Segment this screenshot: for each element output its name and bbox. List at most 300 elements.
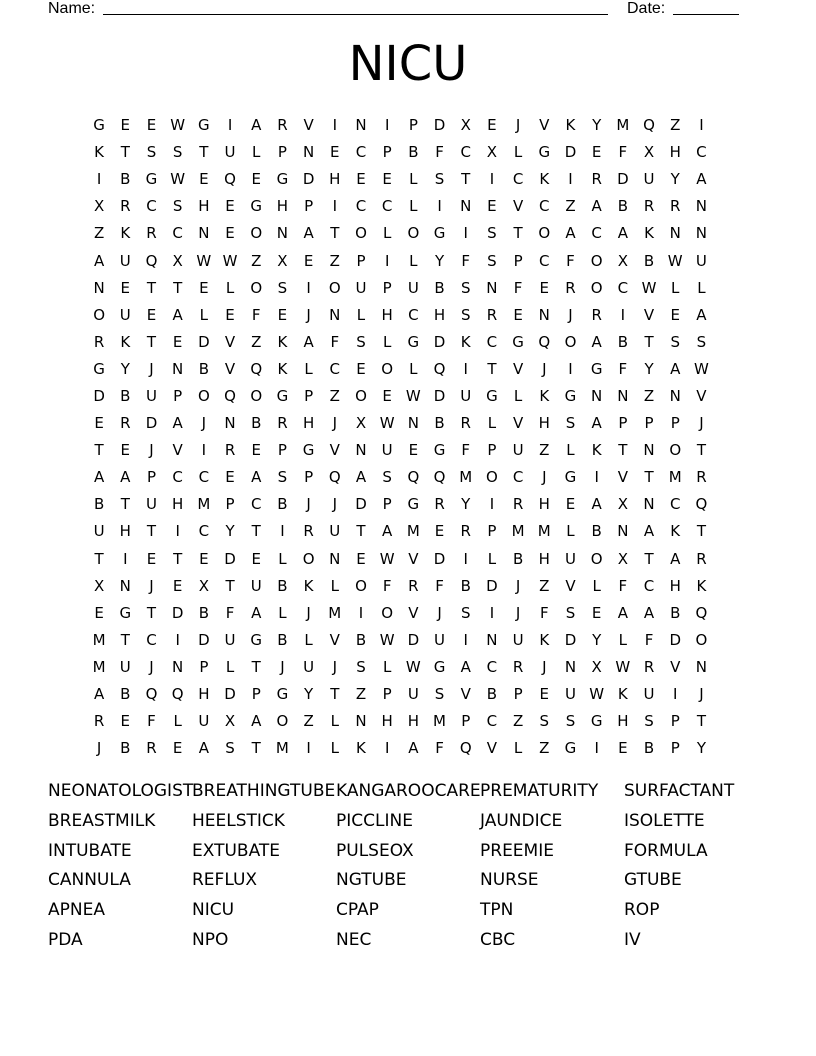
grid-letter: O bbox=[250, 278, 263, 297]
word-bank-item: JAUNDICE bbox=[480, 810, 563, 831]
grid-letter: C bbox=[539, 251, 550, 270]
grid-letter: J bbox=[306, 305, 311, 324]
grid-letter: K bbox=[94, 143, 105, 162]
grid-letter: G bbox=[198, 116, 210, 135]
grid-letter: D bbox=[486, 576, 498, 595]
grid-letter: F bbox=[618, 576, 628, 595]
word-bank-item: TPN bbox=[480, 900, 514, 921]
grid-letter: I bbox=[332, 197, 337, 216]
grid-letter: P bbox=[277, 441, 287, 460]
grid-letter: N bbox=[695, 224, 708, 243]
grid-letter: E bbox=[199, 170, 209, 189]
grid-letter: Q bbox=[145, 685, 158, 704]
grid-letter: R bbox=[120, 197, 131, 216]
grid-letter: J bbox=[306, 495, 311, 514]
grid-letter: U bbox=[224, 630, 236, 649]
grid-letter: S bbox=[356, 657, 366, 676]
grid-letter: M bbox=[459, 468, 473, 487]
grid-letter: G bbox=[93, 359, 105, 378]
grid-letter: Y bbox=[434, 251, 445, 270]
grid-letter: C bbox=[617, 278, 629, 297]
grid-letter: J bbox=[201, 414, 207, 433]
grid-letter: N bbox=[198, 224, 210, 243]
grid-letter: B bbox=[460, 576, 471, 595]
grid-letter: A bbox=[303, 224, 314, 243]
grid-letter: E bbox=[277, 305, 288, 324]
grid-letter: K bbox=[120, 332, 131, 351]
grid-letter: E bbox=[120, 712, 131, 731]
grid-letter: A bbox=[643, 603, 655, 622]
grid-letter: L bbox=[618, 630, 628, 649]
grid-letter: G bbox=[407, 332, 420, 351]
grid-letter: G bbox=[433, 657, 446, 676]
grid-letter: F bbox=[644, 630, 654, 649]
grid-letter: C bbox=[198, 468, 210, 487]
grid-letter: T bbox=[120, 630, 130, 649]
grid-letter: C bbox=[486, 712, 498, 731]
grid-letter: O bbox=[250, 224, 263, 243]
word-bank-item: SURFACTANT bbox=[624, 781, 735, 801]
grid-letter: Z bbox=[329, 251, 340, 270]
grid-letter: T bbox=[120, 143, 130, 162]
grid-letter: L bbox=[225, 278, 235, 297]
grid-letter: B bbox=[408, 143, 419, 162]
grid-letter: E bbox=[225, 224, 235, 243]
grid-letter: F bbox=[539, 603, 549, 622]
word-bank-item: NURSE bbox=[480, 870, 539, 891]
grid-letter: I bbox=[568, 170, 573, 189]
grid-letter: U bbox=[93, 522, 105, 541]
grid-letter: G bbox=[276, 170, 289, 189]
grid-letter: Q bbox=[224, 386, 236, 405]
grid-letter: Q bbox=[433, 359, 446, 378]
grid-letter: G bbox=[538, 143, 551, 162]
grid-letter: E bbox=[487, 197, 497, 216]
grid-letter: J bbox=[542, 657, 547, 676]
name-blank-line bbox=[103, 14, 608, 15]
grid-letter: S bbox=[670, 332, 680, 351]
grid-letter: Z bbox=[355, 685, 367, 704]
word-bank-item: KANGAROOCARE bbox=[336, 781, 481, 801]
grid-letter: N bbox=[172, 359, 184, 378]
grid-letter: B bbox=[277, 495, 288, 514]
word-bank-item: BREATHINGTUBE bbox=[192, 781, 336, 801]
grid-letter: G bbox=[564, 386, 577, 405]
grid-letter: S bbox=[696, 332, 707, 351]
grid-letter: F bbox=[618, 143, 628, 162]
grid-letter: L bbox=[487, 549, 497, 568]
grid-letter: E bbox=[94, 603, 104, 622]
grid-letter: S bbox=[460, 305, 471, 324]
name-label: Name: bbox=[48, 0, 96, 17]
grid-letter: S bbox=[487, 224, 497, 243]
grid-letter: J bbox=[542, 468, 547, 487]
grid-letter: B bbox=[486, 685, 498, 704]
grid-letter: E bbox=[382, 170, 392, 189]
grid-letter: F bbox=[435, 739, 444, 758]
grid-letter: K bbox=[565, 116, 576, 135]
grid-letter: R bbox=[696, 468, 707, 487]
grid-letter: R bbox=[591, 170, 602, 189]
word-bank-item: NPO bbox=[192, 929, 229, 950]
grid-letter: G bbox=[564, 468, 577, 487]
grid-letter: J bbox=[332, 657, 337, 676]
grid-letter: N bbox=[669, 224, 681, 243]
grid-letter: E bbox=[539, 685, 550, 704]
grid-letter: P bbox=[251, 685, 261, 704]
date-label: Date: bbox=[627, 0, 666, 17]
grid-letter: S bbox=[356, 332, 366, 351]
grid-letter: E bbox=[303, 251, 314, 270]
grid-letter: U bbox=[250, 576, 262, 595]
word-bank-item: PICCLINE bbox=[336, 810, 413, 831]
grid-letter: N bbox=[119, 576, 131, 595]
grid-letter: Q bbox=[328, 468, 341, 487]
grid-letter: P bbox=[618, 414, 628, 433]
grid-letter: I bbox=[123, 549, 128, 568]
grid-letter: D bbox=[198, 630, 210, 649]
grid-letter: X bbox=[643, 143, 655, 162]
grid-letter: G bbox=[407, 495, 420, 514]
word-bank-item: CPAP bbox=[336, 900, 379, 921]
grid-letter: O bbox=[590, 278, 603, 297]
grid-letter: R bbox=[277, 116, 288, 135]
grid-letter: U bbox=[512, 630, 524, 649]
grid-letter: M bbox=[328, 603, 342, 622]
grid-letter: A bbox=[355, 468, 367, 487]
grid-letter: G bbox=[433, 224, 446, 243]
grid-letter: R bbox=[120, 414, 131, 433]
grid-letter: U bbox=[407, 685, 419, 704]
grid-letter: A bbox=[670, 359, 681, 378]
grid-letter: E bbox=[172, 576, 183, 595]
grid-letter: V bbox=[224, 359, 236, 378]
grid-letter: A bbox=[696, 170, 707, 189]
grid-letter: H bbox=[538, 414, 550, 433]
grid-letter: T bbox=[146, 332, 157, 351]
grid-letter: R bbox=[696, 549, 707, 568]
grid-letter: N bbox=[695, 197, 708, 216]
grid-letter: G bbox=[93, 116, 105, 135]
grid-letter: V bbox=[512, 414, 524, 433]
grid-letter: C bbox=[408, 305, 419, 324]
grid-letter: E bbox=[120, 116, 131, 135]
grid-letter: W bbox=[379, 414, 395, 433]
grid-letter: E bbox=[591, 603, 602, 622]
grid-letter: D bbox=[224, 685, 236, 704]
grid-letter: G bbox=[145, 170, 158, 189]
grid-letter: D bbox=[433, 386, 446, 405]
word-bank-item: CBC bbox=[480, 929, 516, 950]
grid-letter: J bbox=[542, 359, 547, 378]
grid-letter: K bbox=[696, 576, 707, 595]
grid-letter: J bbox=[437, 603, 442, 622]
grid-letter: O bbox=[328, 278, 341, 297]
grid-letter: B bbox=[277, 630, 288, 649]
grid-letter: L bbox=[199, 305, 209, 324]
grid-letter: O bbox=[564, 332, 577, 351]
grid-letter: G bbox=[250, 630, 263, 649]
word-bank-item: GTUBE bbox=[624, 870, 682, 891]
grid-letter: U bbox=[198, 712, 210, 731]
grid-letter: R bbox=[512, 495, 524, 514]
grid-letter: L bbox=[304, 359, 313, 378]
grid-letter: O bbox=[93, 305, 105, 324]
grid-letter: X bbox=[486, 143, 498, 162]
grid-letter: L bbox=[697, 278, 706, 297]
grid-letter: C bbox=[512, 170, 524, 189]
grid-letter: L bbox=[330, 712, 339, 731]
grid-letter: P bbox=[670, 712, 680, 731]
grid-letter: I bbox=[620, 305, 626, 324]
grid-letter: A bbox=[460, 657, 471, 676]
grid-letter: N bbox=[643, 441, 655, 460]
grid-letter: P bbox=[461, 712, 471, 731]
grid-letter: B bbox=[512, 549, 524, 568]
grid-letter: S bbox=[460, 278, 471, 297]
grid-letter: S bbox=[487, 251, 497, 270]
grid-letter: E bbox=[120, 441, 131, 460]
grid-letter: A bbox=[93, 685, 105, 704]
grid-letter: C bbox=[486, 657, 498, 676]
grid-letter: P bbox=[304, 197, 314, 216]
grid-letter: I bbox=[699, 116, 704, 135]
grid-letter: P bbox=[225, 495, 235, 514]
grid-letter: C bbox=[146, 197, 157, 216]
grid-letter: B bbox=[355, 630, 367, 649]
grid-letter: G bbox=[564, 739, 577, 758]
grid-letter: F bbox=[435, 143, 444, 162]
grid-letter: B bbox=[120, 739, 131, 758]
word-bank-item: PREMATURITY bbox=[480, 781, 599, 801]
grid-letter: T bbox=[146, 278, 157, 297]
grid-letter: F bbox=[461, 251, 471, 270]
grid-letter: E bbox=[146, 549, 157, 568]
grid-letter: Z bbox=[565, 197, 576, 216]
grid-letter: C bbox=[250, 495, 262, 514]
grid-letter: N bbox=[538, 305, 550, 324]
grid-letter: Z bbox=[93, 224, 105, 243]
grid-letter: R bbox=[643, 657, 655, 676]
grid-letter: Y bbox=[592, 116, 602, 135]
grid-letter: J bbox=[96, 739, 102, 758]
grid-letter: C bbox=[355, 143, 367, 162]
grid-letter: J bbox=[149, 576, 154, 595]
grid-letter: U bbox=[381, 441, 393, 460]
grid-letter: E bbox=[251, 170, 261, 189]
grid-letter: E bbox=[356, 170, 366, 189]
grid-letter: X bbox=[198, 576, 209, 595]
word-bank-item: PREEMIE bbox=[480, 840, 554, 861]
grid-letter: T bbox=[644, 332, 654, 351]
grid-letter: I bbox=[463, 359, 468, 378]
grid-letter: C bbox=[146, 630, 157, 649]
grid-letter: E bbox=[487, 116, 497, 135]
grid-letter: E bbox=[172, 739, 183, 758]
grid-letter: I bbox=[306, 278, 311, 297]
grid-letter: T bbox=[120, 495, 130, 514]
grid-letter: D bbox=[564, 143, 577, 162]
grid-letter: P bbox=[382, 143, 392, 162]
grid-letter: D bbox=[145, 414, 158, 433]
grid-letter: P bbox=[644, 414, 654, 433]
grid-letter: X bbox=[460, 116, 471, 135]
grid-letter: N bbox=[93, 278, 105, 297]
grid-letter: R bbox=[486, 305, 498, 324]
grid-letter: P bbox=[382, 685, 392, 704]
grid-letter: A bbox=[93, 468, 105, 487]
grid-letter: M bbox=[406, 522, 420, 541]
grid-letter: A bbox=[251, 468, 262, 487]
grid-letter: N bbox=[669, 386, 681, 405]
grid-letter: P bbox=[199, 657, 209, 676]
grid-letter: P bbox=[513, 251, 523, 270]
grid-letter: T bbox=[94, 549, 104, 568]
grid-letter: X bbox=[617, 549, 628, 568]
grid-letter: L bbox=[278, 603, 287, 622]
grid-letter: N bbox=[329, 305, 341, 324]
grid-letter: R bbox=[303, 522, 314, 541]
grid-letter: L bbox=[513, 739, 523, 758]
word-bank-item: IV bbox=[624, 929, 641, 950]
grid-letter: H bbox=[276, 197, 289, 216]
grid-letter: Q bbox=[538, 332, 551, 351]
grid-letter: T bbox=[618, 441, 628, 460]
grid-letter: U bbox=[145, 386, 157, 405]
grid-letter: K bbox=[617, 685, 628, 704]
grid-letter: E bbox=[146, 305, 157, 324]
grid-letter: A bbox=[591, 197, 602, 216]
grid-letter: X bbox=[93, 576, 105, 595]
grid-letter: V bbox=[172, 441, 183, 460]
page-title: NICU bbox=[348, 36, 468, 92]
grid-letter: Z bbox=[251, 251, 262, 270]
grid-letter: W bbox=[196, 251, 212, 270]
grid-letter: A bbox=[172, 414, 183, 433]
grid-letter: V bbox=[408, 549, 419, 568]
grid-letter: B bbox=[198, 603, 209, 622]
grid-letter: A bbox=[643, 522, 655, 541]
grid-letter: E bbox=[565, 495, 576, 514]
grid-letter: H bbox=[617, 712, 629, 731]
grid-letter: Q bbox=[643, 116, 655, 135]
grid-letter: L bbox=[252, 143, 261, 162]
grid-letter: V bbox=[696, 386, 707, 405]
grid-letter: E bbox=[199, 549, 209, 568]
grid-letter: A bbox=[120, 468, 131, 487]
grid-letter: H bbox=[538, 549, 550, 568]
grid-letter: N bbox=[486, 630, 498, 649]
grid-letter: X bbox=[224, 712, 236, 731]
grid-letter: I bbox=[96, 170, 102, 189]
grid-letter: C bbox=[669, 495, 681, 514]
grid-letter: V bbox=[512, 197, 524, 216]
grid-letter: O bbox=[669, 441, 682, 460]
grid-letter: R bbox=[434, 495, 445, 514]
grid-letter: I bbox=[384, 116, 390, 135]
grid-letter: Z bbox=[539, 441, 550, 460]
grid-letter: C bbox=[696, 143, 707, 162]
grid-letter: H bbox=[538, 495, 550, 514]
grid-letter: C bbox=[172, 468, 183, 487]
grid-letter: N bbox=[486, 278, 498, 297]
grid-letter: Q bbox=[459, 739, 472, 758]
word-bank-item: HEELSTICK bbox=[192, 810, 285, 831]
grid-letter: E bbox=[225, 468, 235, 487]
grid-letter: G bbox=[590, 712, 603, 731]
grid-letter: J bbox=[332, 495, 337, 514]
grid-letter: V bbox=[329, 630, 340, 649]
grid-letter: L bbox=[409, 359, 418, 378]
word-bank-item: REFLUX bbox=[192, 870, 258, 891]
grid-letter: K bbox=[277, 332, 288, 351]
word-bank-item: NGTUBE bbox=[336, 870, 407, 891]
word-bank-item: APNEA bbox=[48, 900, 105, 921]
grid-letter: K bbox=[670, 522, 681, 541]
grid-letter: R bbox=[93, 712, 105, 731]
grid-letter: P bbox=[487, 441, 497, 460]
grid-letter: P bbox=[173, 386, 183, 405]
grid-letter: V bbox=[539, 116, 550, 135]
grid-letter: P bbox=[277, 143, 287, 162]
grid-letter: F bbox=[461, 441, 471, 460]
grid-letter: A bbox=[591, 414, 602, 433]
grid-letter: R bbox=[146, 739, 157, 758]
grid-letter: N bbox=[355, 712, 367, 731]
grid-letter: T bbox=[199, 143, 209, 162]
grid-letter: F bbox=[566, 251, 575, 270]
grid-letter: O bbox=[486, 468, 498, 487]
grid-letter: N bbox=[617, 386, 629, 405]
grid-letter: H bbox=[433, 305, 446, 324]
grid-letter: N bbox=[355, 441, 367, 460]
grid-letter: H bbox=[302, 414, 315, 433]
grid-letter: X bbox=[617, 495, 628, 514]
grid-letter: E bbox=[356, 359, 366, 378]
grid-letter: K bbox=[539, 386, 550, 405]
grid-letter: N bbox=[591, 386, 603, 405]
grid-letter: H bbox=[198, 197, 210, 216]
grid-letter: T bbox=[513, 224, 523, 243]
grid-letter: C bbox=[381, 197, 393, 216]
grid-letter: P bbox=[356, 251, 366, 270]
grid-letter: T bbox=[696, 441, 706, 460]
grid-letter: B bbox=[670, 603, 681, 622]
grid-letter: D bbox=[669, 630, 681, 649]
grid-letter: N bbox=[172, 657, 184, 676]
grid-letter: J bbox=[515, 603, 521, 622]
grid-letter: O bbox=[590, 549, 603, 568]
grid-letter: T bbox=[251, 739, 261, 758]
grid-letter: Y bbox=[225, 522, 235, 541]
grid-letter: I bbox=[463, 549, 468, 568]
grid-letter: D bbox=[433, 116, 446, 135]
grid-letter: A bbox=[696, 305, 707, 324]
grid-letter: I bbox=[358, 603, 364, 622]
date-blank-line bbox=[673, 14, 739, 15]
grid-letter: W bbox=[641, 278, 657, 297]
grid-letter: S bbox=[172, 197, 183, 216]
grid-letter: J bbox=[149, 441, 154, 460]
grid-letter: Z bbox=[670, 116, 681, 135]
grid-letter: S bbox=[565, 712, 576, 731]
grid-letter: X bbox=[617, 251, 628, 270]
grid-letter: G bbox=[276, 386, 289, 405]
grid-letter: Z bbox=[643, 386, 655, 405]
grid-letter: P bbox=[146, 468, 156, 487]
grid-letter: A bbox=[565, 224, 576, 243]
grid-letter: A bbox=[251, 712, 262, 731]
